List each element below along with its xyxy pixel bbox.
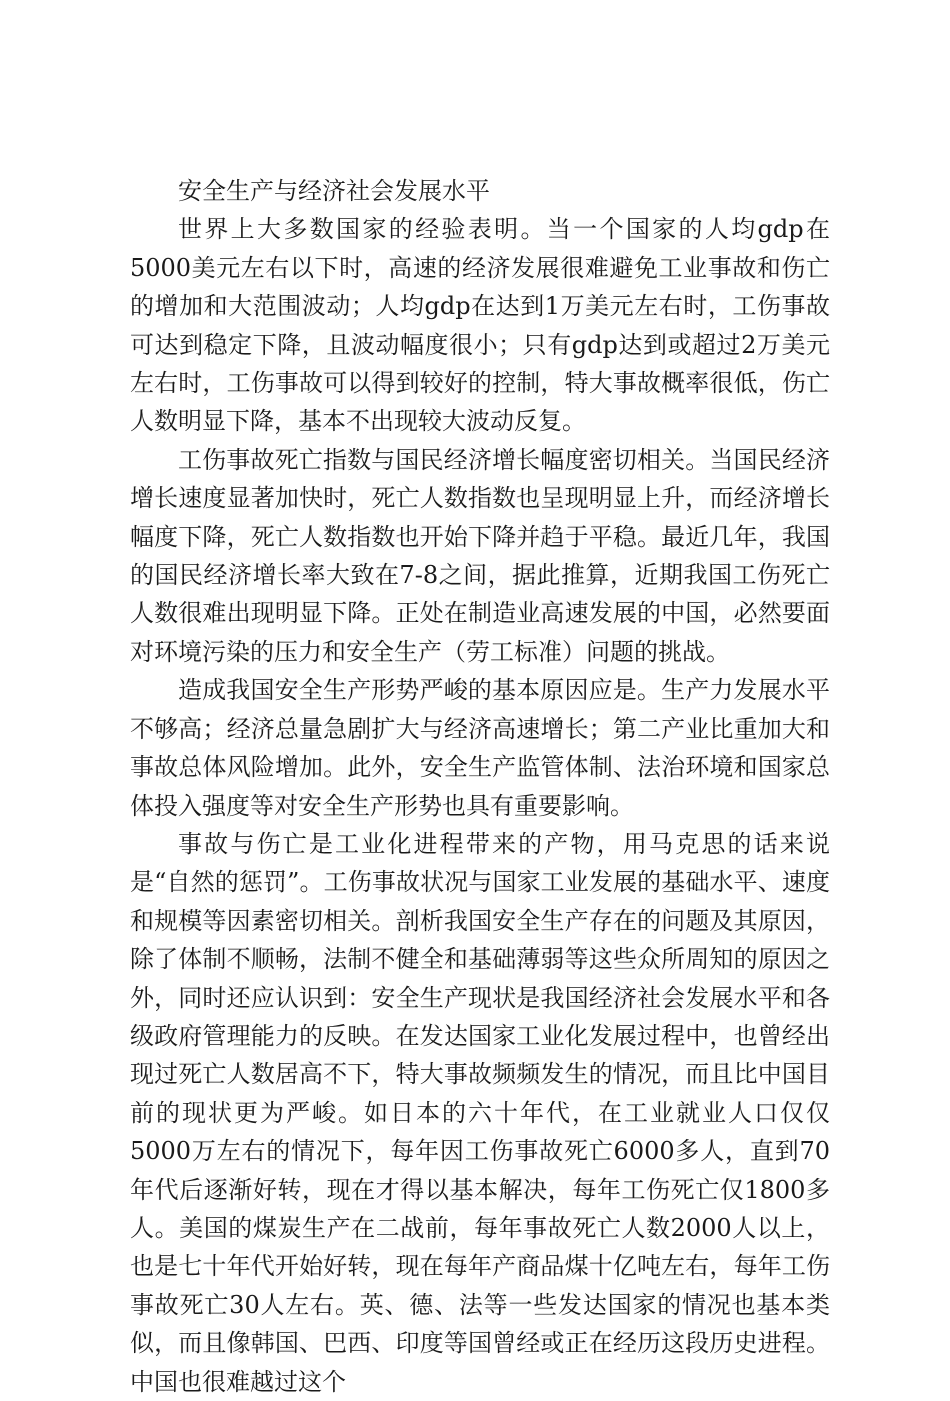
paragraph-2: 工伤事故死亡指数与国民经济增长幅度密切相关。当国民经济增长速度显著加快时，死亡人数指数也呈现明显上升，而经济增长幅度下降，死亡人数指数也开始下降并趋于平稳。最近几年，我国的国民经济增长率大致在7-8之间，据此推算，近期我国工伤死亡人数很难出现明显下降。正处在制造业高速发展的中国，必然要面对环境污染的压力和安全生产（劳工标准）问题的挑战。 <box>130 445 830 666</box>
paragraph-1: 世界上大多数国家的经验表明。当一个国家的人均gdp在5000美元左右以下时，高速的经济发展很难避免工业事故和伤亡的增加和大范围波动；人均gdp在达到1万美元左右时，工伤事故可达到稳定下降，且波动幅度很小；只有gdp达到或超过2万美元左右时，工伤事故可以得到较好的控制，特大事故概率很低，伤亡人数明显下降，基本不出现较大波动反复。 <box>130 215 830 436</box>
paragraph-3: 造成我国安全生产形势严峻的基本原因应是。生产力发展水平不够高；经济总量急剧扩大与经济高速增长；第二产业比重加大和事故总体风险增加。此外，安全生产监管体制、法治环境和国家总体投入强度等对安全生产形势也具有重要影响。 <box>130 676 830 820</box>
paragraph-4: 事故与伤亡是工业化进程带来的产物，用马克思的话来说是“自然的惩罚”。工伤事故状况与国家工业发展的基础水平、速度和规模等因素密切相关。剖析我国安全生产存在的问题及其原因，除了体制不顺畅，法制不健全和基础薄弱等这些众所周知的原因之外，同时还应认识到：安全生产现状是我国经济社会发展水平和各级政府管理能力的反映。在发达国家工业化发展过程中，也曾经出现过死亡人数居高不下，特大事故频频发生的情况，而且比中国目前的现状更为严峻。如日本的六十年代，在工业就业人口仅仅5000万左右的情况下，每年因工伤事故死亡6000多人，直到70年代后逐渐好转，现在才得以基本解决，每年工伤死亡仅1800多人。美国的煤炭生产在二战前，每年事故死亡人数2000人以上，也是七十年代开始好转，现在每年产商品煤十亿吨左右，每年工伤事故死亡30人左右。英、德、法等一些发达国家的情况也基本类似，而且像韩国、巴西、印度等国曾经或正在经历这段历史进程。中国也很难越过这个 <box>130 829 830 1396</box>
document-title: 安全生产与经济社会发展水平 <box>178 177 490 205</box>
document-body <box>130 172 830 1401</box>
